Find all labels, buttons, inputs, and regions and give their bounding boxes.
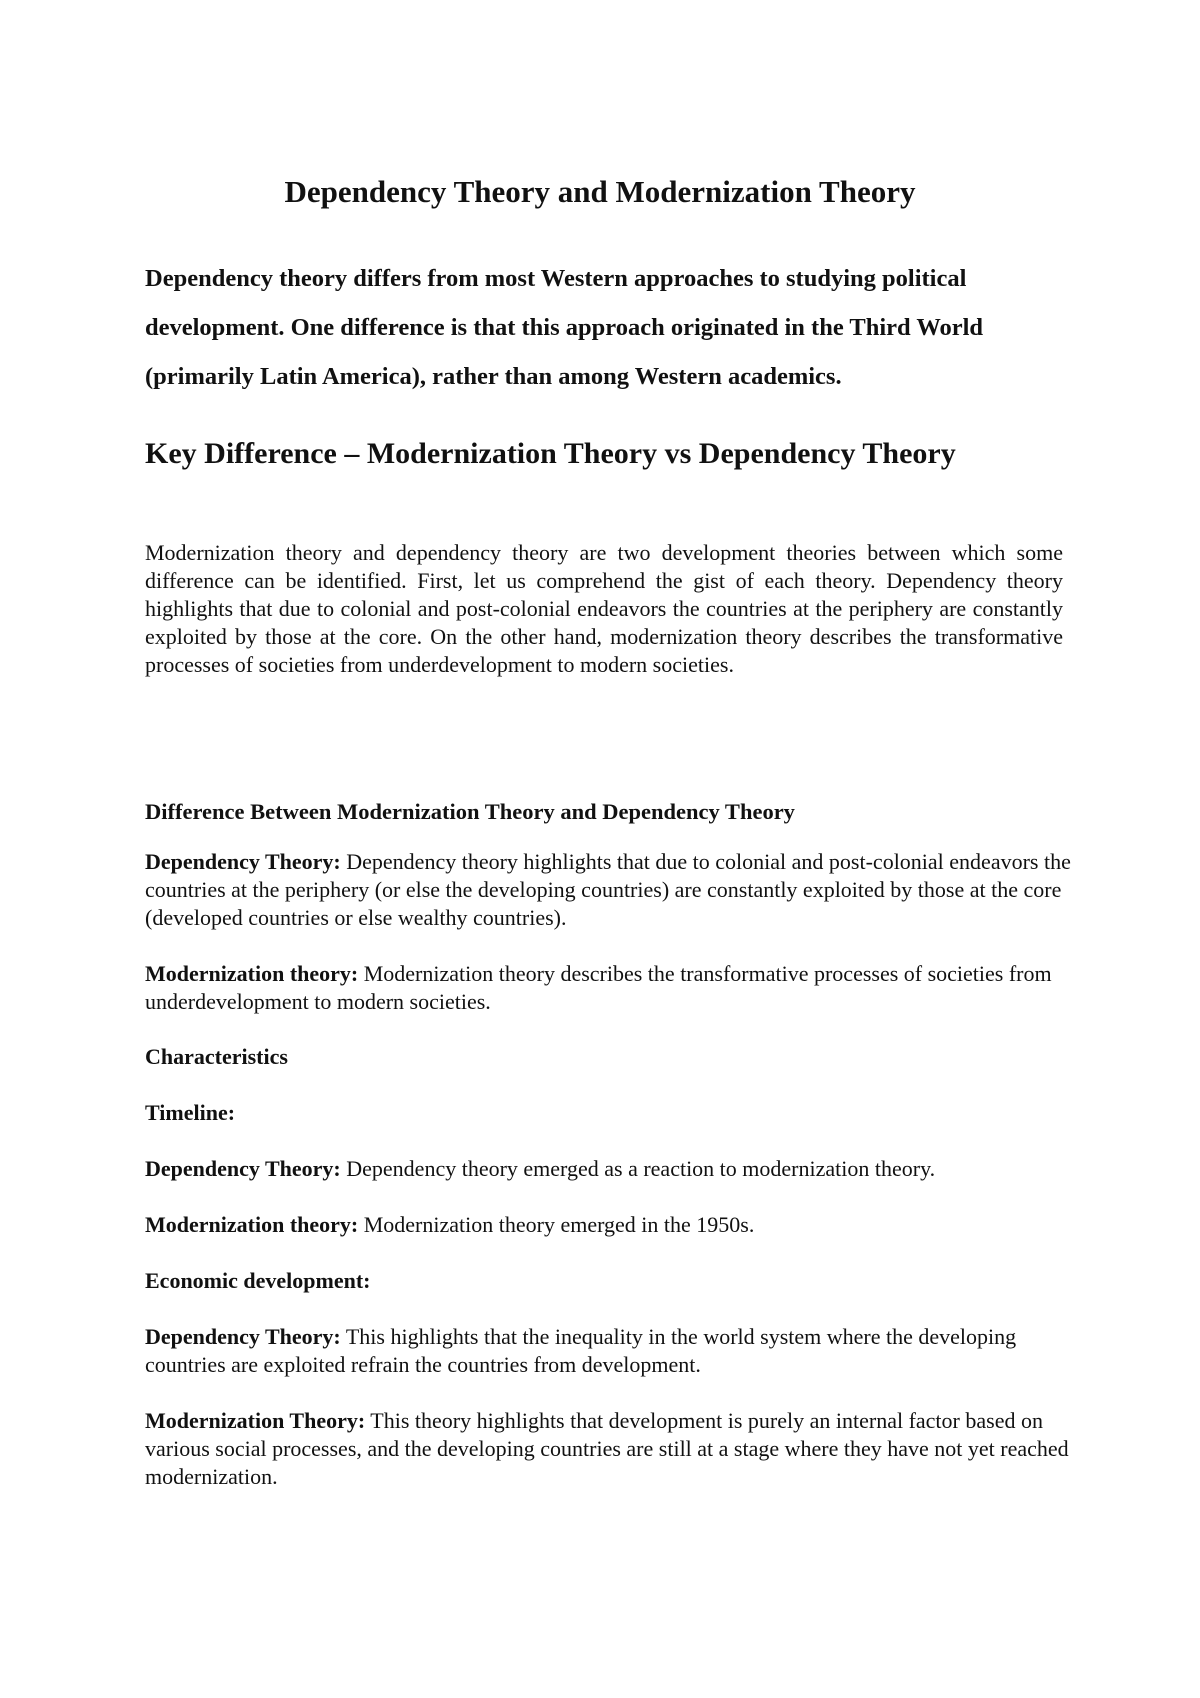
timeline-modernization-text: Modernization theory emerged in the 1950s. [358,1212,755,1237]
characteristics-heading: Characteristics [145,1044,288,1069]
modernization-definition-label: Modernization theory: [145,961,359,986]
timeline-heading: Timeline: [145,1100,236,1125]
economic-dependency [145,1323,1075,1379]
timeline-modernization-label: Modernization theory: [145,1212,359,1237]
economic-dependency-label: Dependency Theory: [145,1324,341,1349]
timeline-dependency-label: Dependency Theory: [145,1156,341,1181]
document-title: Dependency Theory and Modernization Theory [284,174,916,209]
economic-dependency-text: This highlights that the inequality in the world system where the developing countries are exploited refrain the countries from development. [145,1324,1017,1377]
key-difference-heading: Key Difference – Modernization Theory vs Dependency Theory [145,437,956,470]
summary-paragraph: Modernization theory and dependency theory are two development theories between which some difference can be identified. First, let us comprehend the gist of each theory. Dependency theory highlights that due to colonial and post-colonial endeavors the countries at the periphery are constantly exploited by those at the core. On the other hand, modernization theory describes the transformative processes of societies from underdevelopment to modern societies. [145,540,1063,677]
economic-modernization [145,1407,1075,1491]
modernization-definition-text: Modernization theory describes the transformative processes of societies from underdevelopment to modern societies. [145,961,1052,1014]
dependency-definition [145,848,1075,932]
economic-modernization-label: Modernization Theory: [145,1408,366,1433]
modernization-definition [145,960,1075,1016]
dependency-definition-text: Dependency theory highlights that due to colonial and post-colonial endeavors the countries at the periphery (or else the developing countries) are constantly exploited by those at the core (developed countries or else wealthy countries). [145,849,1071,930]
timeline-modernization [145,1211,1075,1239]
timeline-dependency [145,1155,1075,1183]
timeline-dependency-text: Dependency theory emerged as a reaction to modernization theory. [340,1156,936,1181]
difference-heading: Difference Between Modernization Theory and Dependency Theory [145,799,795,824]
dependency-definition-label: Dependency Theory: [145,849,341,874]
intro-paragraph: Dependency theory differs from most Western approaches to studying political development. One difference is that this approach originated in the Third World (primarily Latin America), rather than among Western academics. [145,265,984,390]
economic-modernization-text: This theory highlights that development is purely an internal factor based on various social processes, and the developing countries are still at a stage where they have not yet reached modernization. [145,1408,1069,1489]
economic-development-heading: Economic development: [145,1268,371,1293]
